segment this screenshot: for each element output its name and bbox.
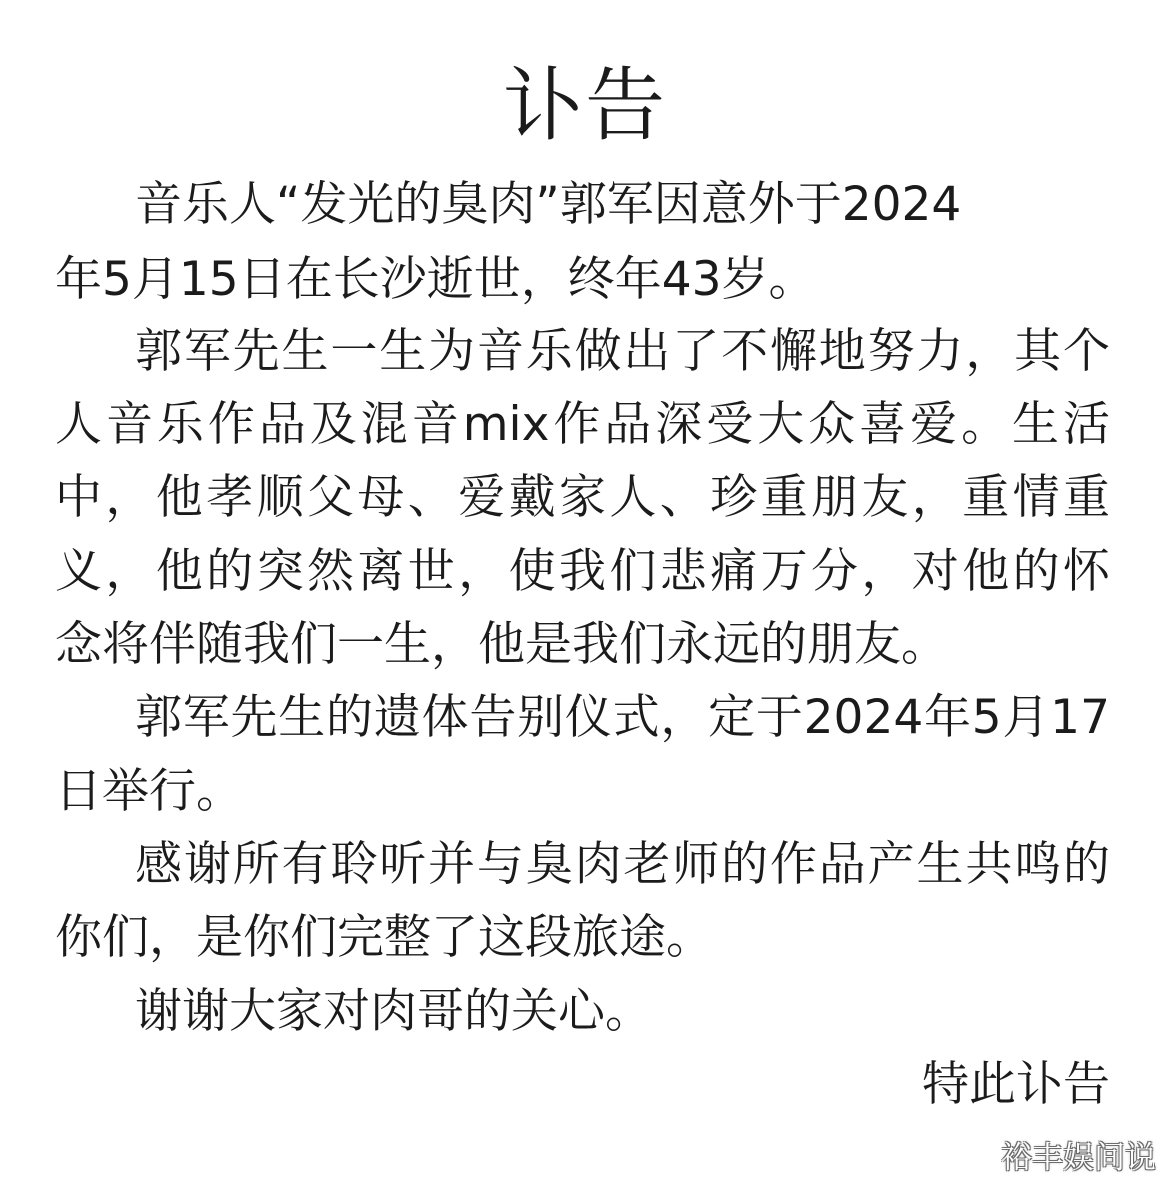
watermark: 裕丰娱间说 [1001,1140,1156,1176]
notice-line: 年5月15日在长沙逝世，终年43岁。 [55,252,816,307]
notice-title: 讣告 [503,59,667,152]
notice-line: 人音乐作品及混音mix作品深受大众喜爱。生活 [55,397,1110,452]
notice-closing: 特此讣告 [922,1057,1110,1112]
notice-line: 你们，是你们完整了这段旅途。 [55,910,713,965]
notice-line: 音乐人“发光的臭肉”郭军因意外于2024 [135,177,962,232]
notice-line: 日举行。 [55,764,243,819]
notice-line: 中，他孝顺父母、爱戴家人、珍重朋友，重情重 [55,470,1110,525]
notice-line: 义，他的突然离世，使我们悲痛万分，对他的怀 [55,544,1110,599]
notice-line: 郭军先生一生为音乐做出了不懈地努力，其个 [135,324,1110,379]
notice-line: 念将伴随我们一生，他是我们永远的朋友。 [55,617,948,672]
notice-line: 谢谢大家对肉哥的关心。 [135,984,652,1039]
notice-line: 郭军先生的遗体告别仪式，定于2024年5月17 [135,690,1110,745]
notice-line: 感谢所有聆听并与臭肉老师的作品产生共鸣的 [135,837,1110,892]
